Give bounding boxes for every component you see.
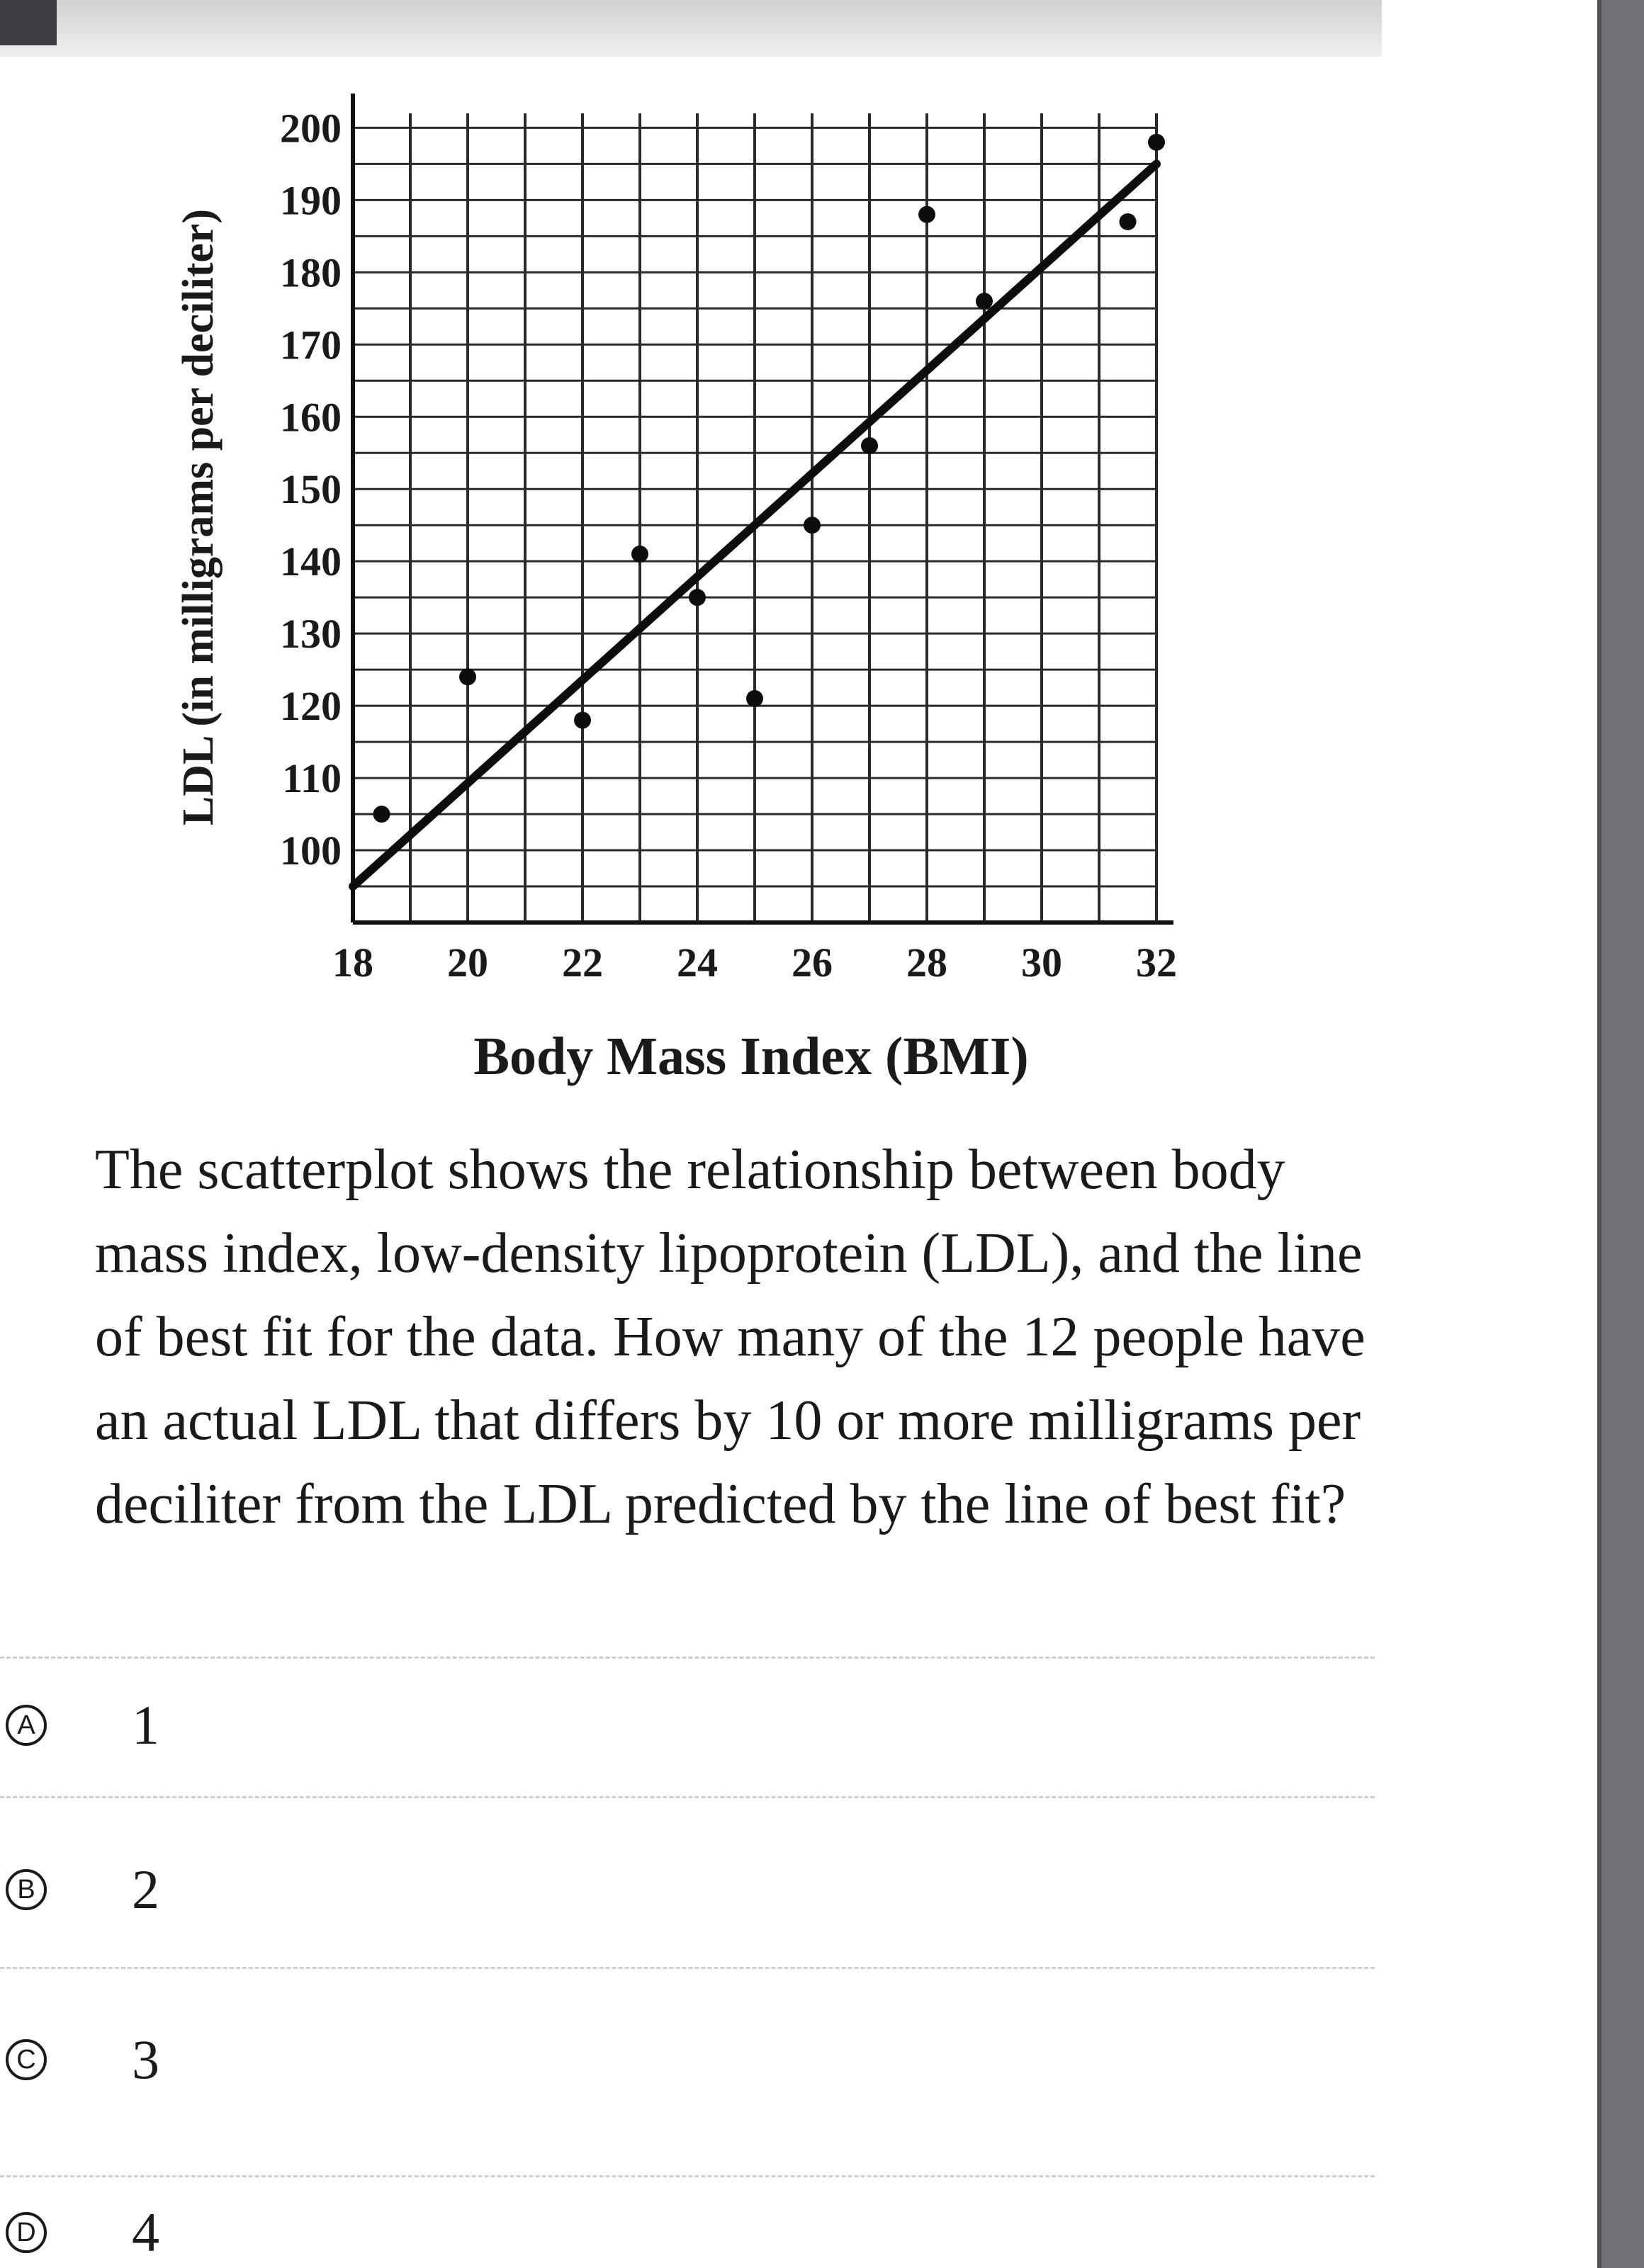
data-point <box>373 806 390 823</box>
x-tick-label: 26 <box>792 940 833 986</box>
data-point <box>746 690 763 707</box>
x-tick-label: 18 <box>332 940 373 986</box>
choice-b-letter: B <box>6 1869 47 1910</box>
choice-b[interactable] <box>0 1851 425 1929</box>
choice-d-value: 4 <box>132 2201 159 2263</box>
data-point <box>459 668 476 685</box>
x-axis-title: Body Mass Index (BMI) <box>473 1027 1029 1086</box>
y-tick-label: 180 <box>280 249 342 296</box>
axes <box>353 94 1173 923</box>
choice-b-value: 2 <box>132 1858 159 1920</box>
y-tick-label: 200 <box>280 105 342 152</box>
data-point <box>804 517 821 534</box>
data-point <box>631 546 648 563</box>
choice-a-value: 1 <box>132 1694 159 1756</box>
choice-a[interactable] <box>0 1686 425 1764</box>
data-point <box>689 589 706 606</box>
choice-c-letter: C <box>6 2039 47 2080</box>
choice-d-letter: D <box>6 2212 47 2253</box>
divider <box>0 2175 1375 2177</box>
data-point <box>861 437 878 454</box>
data-point <box>574 712 591 729</box>
x-tick-label: 20 <box>447 940 488 986</box>
x-tick-label: 32 <box>1136 940 1177 986</box>
data-point <box>976 293 993 310</box>
choice-d[interactable] <box>0 2194 425 2268</box>
choice-c[interactable] <box>0 2021 425 2099</box>
grid <box>353 113 1156 923</box>
choice-c-value: 3 <box>132 2029 159 2090</box>
x-tick-label: 22 <box>562 940 603 986</box>
y-tick-label: 170 <box>280 322 342 368</box>
scatterplot <box>0 0 1644 1020</box>
data-point <box>1148 134 1165 151</box>
y-tick-label: 100 <box>280 828 342 874</box>
y-tick-label: 110 <box>282 755 342 802</box>
divider <box>0 1967 1375 1969</box>
x-tick-label: 30 <box>1021 940 1062 986</box>
divider <box>0 1657 1375 1659</box>
y-tick-label: 130 <box>280 611 342 658</box>
data-point <box>1120 213 1137 230</box>
y-tick-label: 120 <box>280 683 342 730</box>
y-tick-label: 140 <box>280 538 342 585</box>
y-tick-label: 160 <box>280 394 342 441</box>
y-tick-label: 150 <box>280 466 342 513</box>
question-text: The scatterplot shows the relationship between body mass index, low-density lipoprotein (LDL), and the line of best fit for the data. How many of the 12 people have an actual LDL that differs by 10 or more milligrams per deciliter from the LDL predicted by the line of best fit? <box>95 1139 1366 1535</box>
choice-a-letter: A <box>6 1705 47 1746</box>
x-tick-label: 28 <box>906 940 947 986</box>
x-tick-label: 24 <box>677 940 718 986</box>
y-axis-title: LDL (in milligrams per deciliter) <box>174 208 223 826</box>
data-point <box>918 206 935 223</box>
divider <box>0 1796 1375 1798</box>
y-tick-label: 190 <box>280 177 342 224</box>
